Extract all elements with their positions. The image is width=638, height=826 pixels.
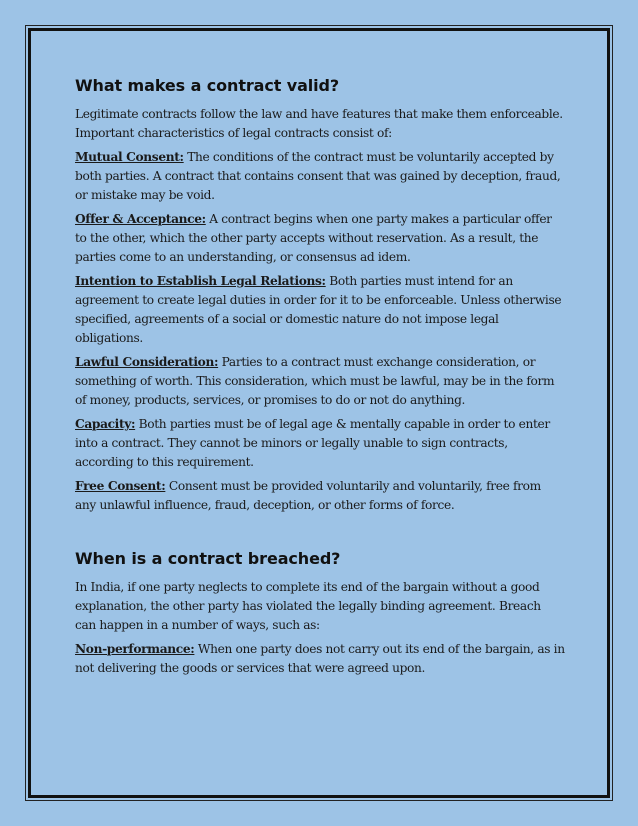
list-item-free-consent	[75, 477, 565, 515]
section-intro-breach: In India, if one party neglects to complete its end of the bargain without a good explanation, the other party has violated the legally binding agreement. Breach can happen in a number of ways, such as:	[75, 580, 541, 632]
list-item-intention-legal-relations	[75, 272, 565, 348]
section-heading-validity: What makes a contract valid?	[75, 76, 340, 95]
term-label: Offer & Acceptance:	[75, 212, 206, 226]
term-label: Mutual Consent:	[75, 150, 184, 164]
list-item-mutual-consent	[75, 148, 565, 205]
term-description: Consent must be provided voluntarily and voluntarily, free from any unlawful influence, fraud, deception, or other forms of force.	[75, 479, 541, 512]
term-label: Intention to Establish Legal Relations:	[75, 274, 326, 288]
list-item-offer-acceptance	[75, 210, 565, 267]
term-description: A contract begins when one party makes a particular offer to the other, which the other party accepts without reservation. As a result, the parties come to an understanding, or consensus ad idem.	[75, 212, 552, 264]
section-intro-validity: Legitimate contracts follow the law and have features that make them enforceable. Important characteristics of legal contracts consist of:	[75, 107, 563, 140]
term-description: Both parties must be of legal age & mentally capable in order to enter into a contract. They cannot be minors or legally unable to sign contracts, according to this requirement.	[75, 417, 550, 469]
term-label: Non-performance:	[75, 642, 195, 656]
term-label: Free Consent:	[75, 479, 166, 493]
section-heading-breach: When is a contract breached?	[75, 549, 341, 568]
term-label: Lawful Consideration:	[75, 355, 219, 369]
list-item-lawful-consideration	[75, 353, 565, 410]
list-item-non-performance	[75, 640, 565, 678]
list-item-capacity	[75, 415, 565, 472]
term-description: The conditions of the contract must be voluntarily accepted by both parties. A contract that contains consent that was gained by deception, fraud, or mistake may be void.	[75, 150, 561, 202]
document-body	[75, 76, 565, 683]
term-description: When one party does not carry out its end of the bargain, as in not delivering the goods or services that were agreed upon.	[75, 642, 565, 675]
term-description: Both parties must intend for an agreement to create legal duties in order for it to be enforceable. Unless otherwise specified, agreements of a social or domestic nature do not impose legal obligations.	[75, 274, 562, 345]
term-description: Parties to a contract must exchange consideration, or something of worth. This consideration, which must be lawful, may be in the form of money, products, services, or promises to do or not do anything.	[75, 355, 555, 407]
term-label: Capacity:	[75, 417, 136, 431]
